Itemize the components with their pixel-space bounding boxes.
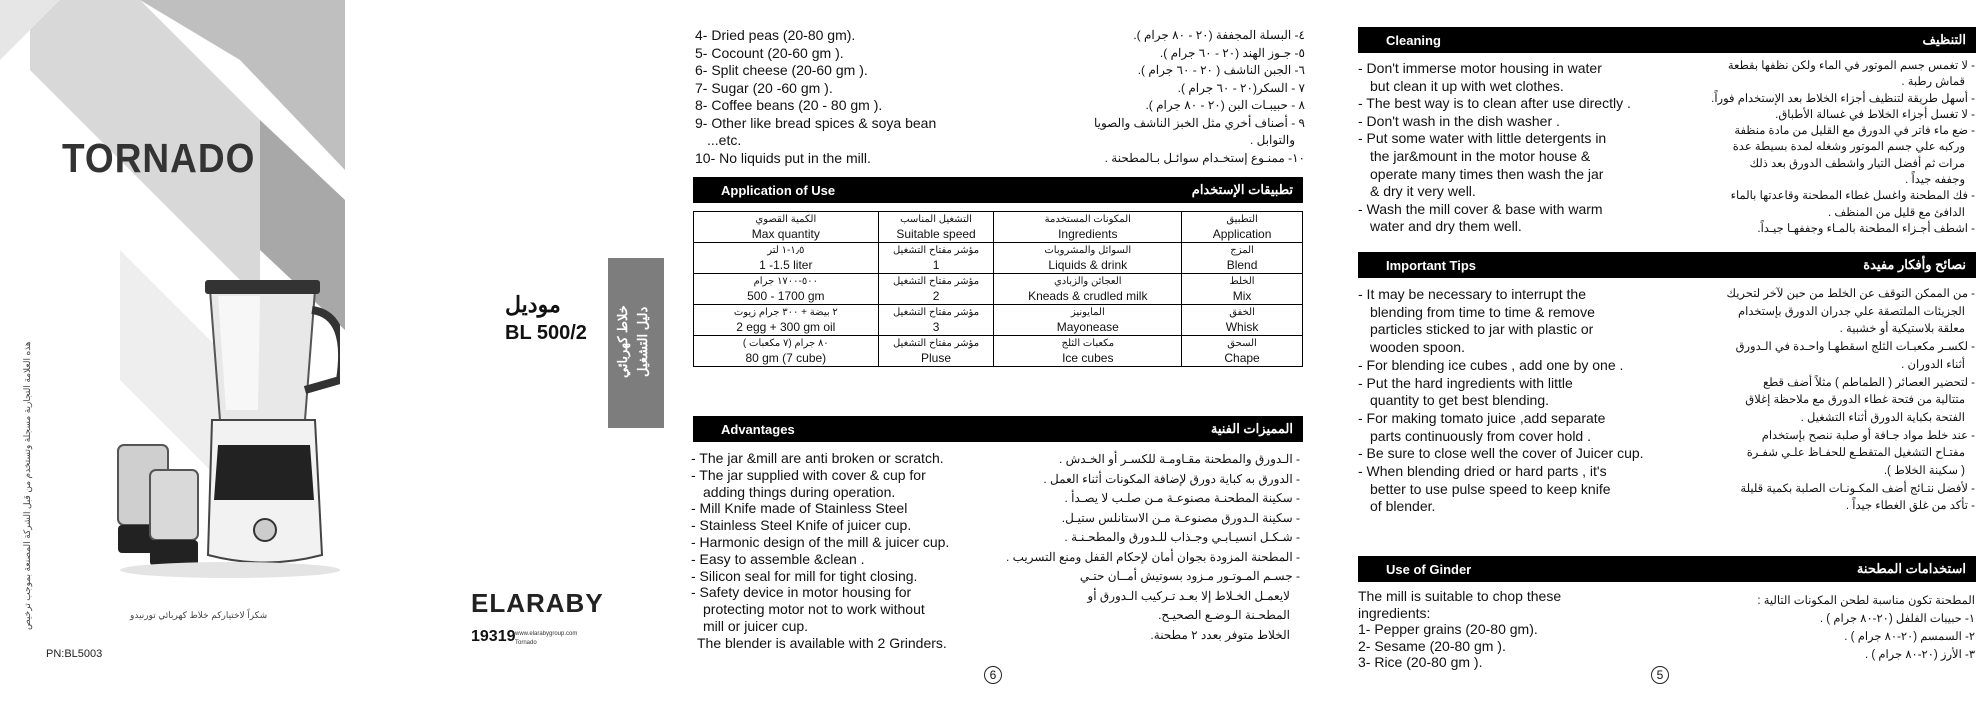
list-item: - Harmonic design of the mill & juicer cup. [691, 533, 950, 550]
application-title-ar: تطبيقات الإستخدام [1191, 182, 1293, 197]
list-item: - الدورق به كباية دورق لإضافة المكونات أثناء العمل . [1043, 471, 1300, 486]
list-item: وركبه علي جسم الموتور وشغله لمدة بسيطة عدة [1732, 141, 1965, 154]
table-row [694, 274, 1303, 305]
guide-title-line1: خلاط كهربائي [615, 305, 630, 379]
application-title-en: Application of Use [721, 183, 836, 198]
trademark-note: هذه العلامة التجارية مسجلة وتستخدم من قبل الشركة المصنعة بموجب ترخيص [22, 341, 32, 630]
ginder-title-en: Use of Ginder [1386, 562, 1472, 577]
list-item: المطحـنة الـوضـع الصحيـح. [1158, 608, 1290, 622]
table-row [694, 305, 1303, 336]
model-title-ar: موديل [505, 292, 561, 317]
table-cell: السوائل والمشروبات Liquids & drink [994, 243, 1182, 274]
list-item: - أسهل طريقة لتنظيف أجزاء الخلاط بعد الإستخدام فوراً. [1711, 92, 1975, 105]
table-header: التشغيل المناسب Suitable speed [878, 212, 994, 243]
table-header: المكونات المستخدمة Ingredients [994, 212, 1182, 243]
list-item: ...etc. [707, 132, 742, 148]
advantages-list-ar [985, 450, 1300, 645]
list-item: 9- Other like bread spices & soya bean [695, 114, 937, 131]
list-item: 6- Split cheese (20-60 gm ). [695, 62, 868, 78]
list-item: - For blending ice cubes , add one by one . [1358, 356, 1624, 373]
list-item: ١- حبيبات الفلفل (٢٠-٨٠ جرام ) . [1819, 613, 1975, 625]
list-item: water and dry them well. [1370, 218, 1522, 235]
tips-title-ar: نصائح وأفكار مفيدة [1863, 257, 1966, 272]
list-item: - اشطف أجـزاء المطحنة بالمـاء وجففهـا جيـداً. [1757, 222, 1975, 235]
table-cell: ٥٠٠-١٧٠٠ جرام 500 - 1700 gm [694, 274, 879, 305]
table-cell: مؤشر مفتاح التشغيل 3 [878, 305, 994, 336]
hotline-number: 19319 [471, 628, 516, 645]
list-item: The mill is suitable to chop these [1358, 588, 1562, 604]
list-item: - For making tomato juice ,add separate [1358, 409, 1606, 426]
list-item: mill or juicer cup. [703, 617, 809, 634]
list-item: مفتـاح التشغيل المتقطـع للحفـاظ علـي شفـرة [1746, 447, 1965, 460]
list-item: معلقة بلاستيكية أو خشبية . [1839, 323, 1965, 336]
list-item: operate many times then wash the jar [1370, 165, 1604, 182]
guide-title-line2: دليل التشغيل [635, 306, 650, 378]
list-item: - جسـم المـوتـور مـزود بسوتيش أمــان حتـي [1079, 569, 1300, 583]
list-item: - فك المطحنة واغسل غطاء المطحنة وقاعدتها بالماء [1730, 190, 1975, 203]
ginder-list-en [1358, 588, 1561, 671]
list-item: - Silicon seal for mill for tight closing. [691, 567, 918, 584]
website: www.elarabygroup.com [515, 631, 578, 637]
list-item: particles sticked to jar with plastic or [1370, 321, 1594, 338]
table-row [694, 243, 1303, 274]
list-item: 4- Dried peas (20-80 gm). [695, 27, 856, 43]
part-number: PN:BL5003 [46, 648, 103, 660]
blender-image [100, 270, 340, 600]
list-item: مرات ثم أفضل التيار واشطف الدورق بعد ذلك [1749, 157, 1965, 170]
list-item: 7- Sugar (20 -60 gm ). [695, 79, 833, 96]
list-item: - Don't immerse motor housing in water [1358, 60, 1602, 76]
list-item: - المطحنة المزودة بجوان أمان لإحكام القفل ومنع التسريب . [1005, 549, 1300, 564]
table-cell: الخلط Mix [1182, 274, 1303, 305]
table-cell: مؤشر مفتاح التشغيل 1 [878, 243, 994, 274]
list-item: ٨ - حبيبـات البن (٢٠ - ٨٠ جرام ). [1145, 98, 1305, 112]
list-item: wooden spoon. [1370, 339, 1465, 356]
list-item: ٩ - أصناف أخري مثل الخبز الناشف والصويا [1093, 115, 1305, 130]
model-number: BL 500/2 [505, 322, 587, 344]
list-item: - شـكـل انسيـابـي وجـذاب للـدورق والمطحـنـة . [1064, 530, 1300, 544]
table-cell: مكعبات الثلج Ice cubes [994, 336, 1182, 367]
list-item: adding things during operation. [703, 483, 896, 500]
list-item: parts continuously from cover hold . [1370, 427, 1591, 444]
list-item: وجففه جيداً . [1905, 174, 1965, 187]
table-row [694, 336, 1303, 367]
elaraby-logo: ELARABY [471, 588, 604, 618]
list-item: - Put some water with little detergents in [1358, 130, 1607, 147]
list-item: 5- Cocount (20-60 gm ). [695, 44, 844, 61]
list-item: - سكينة المطحنـة مصنوعـة مـن صلـب لا يصـدأ . [1064, 491, 1300, 505]
page-5 [1350, 0, 1984, 709]
list-item: ٦- الجبن الناشف ( ٢٠ - ٦٠ جرام ). [1137, 63, 1305, 77]
model-panel [345, 0, 685, 709]
cleaning-title-ar: التنظيف [1922, 32, 1966, 47]
list-item: 10- No liquids put in the mill. [695, 149, 871, 166]
list-item: والتوابل . [1249, 133, 1295, 147]
advantages-title-ar: المميزات الفنية [1210, 421, 1293, 436]
list-item: - عند خلط مواد جـافة أو صلبة ننصح بإستخدام [1761, 429, 1975, 442]
list-item: أثناء الدوران . [1901, 358, 1965, 371]
table-header-row [694, 212, 1303, 243]
list-item: الجزيئات الملتصقة علي جدران الدورق بإستخدام [1738, 305, 1965, 318]
ginder-title-ar: استخدامات المطحنة [1856, 561, 1966, 576]
application-header [693, 177, 1303, 203]
ingredients-list-en [695, 27, 936, 167]
list-item: لايعمـل الخـلاط إلا بعـد تـركيب الـدورق أو [1087, 588, 1290, 603]
list-item: ingredients: [1358, 604, 1431, 621]
tips-header [1358, 252, 1976, 278]
list-item: The blender is available with 2 Grinders. [697, 634, 947, 651]
advantages-list-en [691, 450, 949, 652]
tornado-logo: TORNADO [62, 135, 256, 181]
list-item: - تأكد من غلق الغطاء جيداً . [1845, 500, 1975, 513]
cleaning-list-ar [1670, 58, 1975, 237]
list-item: - لأفضل نتـائج أضف المكـونـات الصلبة بكمية قليلة [1740, 482, 1975, 495]
ingredients-list-ar-block [1005, 27, 1305, 167]
list-item: ٢- السمسم (٢٠-٨٠ جرام ) . [1844, 631, 1975, 643]
list-item: الدافئ مع قليل من المنظف . [1827, 206, 1965, 219]
page-number: 6 [984, 666, 1002, 684]
list-item: - Safety device in motor housing for [691, 584, 912, 601]
list-item: قماش رطبة . [1901, 76, 1965, 89]
list-item: better to use pulse speed to keep knife [1370, 480, 1611, 497]
table-header: التطبيق Application [1182, 212, 1303, 243]
page-6 [685, 0, 1315, 709]
table-cell: ٨٠ جرام (٧ مكعبات ) 80 gm (7 cube) [694, 336, 879, 367]
table-cell: مؤشر مفتاح التشغيل Pluse [878, 336, 994, 367]
list-item: ٧ - السكر(٢٠ - ٦٠ جرام ). [1177, 80, 1305, 95]
tips-list-ar [1670, 286, 1975, 516]
list-item: متتالية من فتحة غطاء الدورق مع ملاحظة إغلاق [1745, 394, 1965, 407]
list-item: - لكسـر مكعبـات الثلج اسقطهـا واحـدة في الـدورق [1735, 341, 1975, 354]
table-header: الكمية القصوي Max quantity [694, 212, 879, 243]
list-item: blending from time to time & remove [1370, 303, 1595, 320]
table-cell: العجائن والزبادي Kneads & crudled milk [994, 274, 1182, 305]
list-item: protecting motor not to work without [703, 601, 925, 618]
list-item: - The jar &mill are anti broken or scratch. [691, 450, 944, 466]
table-cell: السحق Chape [1182, 336, 1303, 367]
list-item: - لا تغسل أجزاء الخلاط في غسالة الأطباق. [1775, 108, 1975, 121]
list-item: - من الممكن التوقف عن الخلط من حين لآخر لتحريك [1726, 288, 1975, 300]
social-handle: Tornado [515, 640, 537, 646]
list-item: - When blending dried or hard parts , it's [1358, 463, 1607, 480]
table-cell: الخفق Whisk [1182, 305, 1303, 336]
list-item: الفتحة بكباية الدورق أثناء التشغيل . [1800, 411, 1965, 424]
cover-panel [0, 0, 345, 709]
list-item: but clean it up with wet clothes. [1370, 77, 1564, 94]
application-table [693, 211, 1303, 367]
list-item: - The jar supplied with cover & cup for [691, 466, 926, 483]
list-item: - سكينة الـدورق مصنوعـة مـن الاستانلس ستيـل. [1061, 510, 1300, 525]
advantages-header [693, 416, 1303, 442]
list-item: - Mill Knife made of Stainless Steel [691, 500, 908, 517]
list-item: quantity to get best blending. [1370, 392, 1550, 409]
thanks-note: شكراً لاختياركم خلاط كهربائي تورنيدو [130, 610, 268, 620]
list-item: - Stainless Steel Knife of juicer cup. [691, 517, 912, 534]
list-item: ٥- جـوز الهند (٢٠ - ٦٠ جرام ). [1159, 45, 1305, 60]
list-item: - لا تغمس جسم الموتور في الماء ولكن نظفها بقطعة [1727, 60, 1975, 72]
ginder-header [1358, 556, 1976, 582]
list-item: - Easy to assemble &clean . [691, 550, 865, 567]
cleaning-header [1358, 27, 1976, 53]
list-item: الخلاط متوفر بعدد ٢ مطحنة. [1150, 627, 1290, 642]
list-item: - Be sure to close well the cover of Juicer cup. [1358, 445, 1644, 462]
guide-title [613, 262, 659, 422]
cleaning-title-en: Cleaning [1386, 33, 1441, 48]
table-cell: مؤشر مفتاح التشغيل 2 [878, 274, 994, 305]
list-item: ( سكينة الخلاط ). [1883, 465, 1965, 478]
table-cell: المايونيز Mayonease [994, 305, 1182, 336]
tips-title-en: Important Tips [1386, 258, 1477, 273]
advantages-title-en: Advantages [721, 422, 795, 437]
table-cell: ١٫٥-١ لتر 1 -1.5 liter [694, 243, 879, 274]
list-item: - لتحضير العصائر ( الطماطم ) مثلاً أضف قطع [1762, 376, 1975, 389]
list-item: - It may be necessary to interrupt the [1358, 286, 1586, 302]
list-item: of blender. [1370, 498, 1436, 515]
list-item: 8- Coffee beans (20 - 80 gm ). [695, 97, 883, 113]
table-cell: المزج Blend [1182, 243, 1303, 274]
list-item: 1- Pepper grains (20-80 gm). [1358, 621, 1538, 637]
list-item: & dry it very well. [1370, 183, 1476, 200]
table-cell: ٢ بيضة + ٣٠٠ جرام زيوت 2 egg + 300 gm oil [694, 305, 879, 336]
list-item: ١٠- ممنـوع إستخـدام سوائـل بـالمطحنة . [1104, 150, 1305, 165]
list-item: 3- Rice (20-80 gm ). [1358, 654, 1483, 670]
list-item: 2- Sesame (20-80 gm ). [1358, 637, 1506, 654]
cleaning-list-en [1358, 60, 1631, 236]
list-item: - Don't wash in the dish washer . [1358, 112, 1560, 129]
list-item: ٣- الأرز (٢٠-٨٠ جرام ) . [1864, 649, 1975, 661]
list-item: - ضع ماء فاتر في الدورق مع القليل من مادة منظفة [1734, 125, 1975, 138]
list-item: - الـدورق والمطحنة مقـاومـة للكسـر أو الخـدش . [1058, 452, 1300, 466]
ginder-list-ar [1670, 592, 1975, 664]
tips-list-en [1358, 286, 1644, 516]
list-item: ٤- البسلة المجففة (٢٠ - ٨٠ جرام ). [1133, 28, 1305, 42]
list-item: - The best way is to clean after use directly . [1358, 95, 1631, 112]
list-item: المطحنة تكون مناسبة لطحن المكونات التالية : [1757, 595, 1975, 607]
list-item: - Wash the mill cover & base with warm [1358, 200, 1603, 217]
list-item: - Put the hard ingredients with little [1358, 374, 1573, 391]
list-item: the jar&mount in the motor house & [1370, 147, 1591, 164]
page-number: 5 [1651, 666, 1669, 684]
